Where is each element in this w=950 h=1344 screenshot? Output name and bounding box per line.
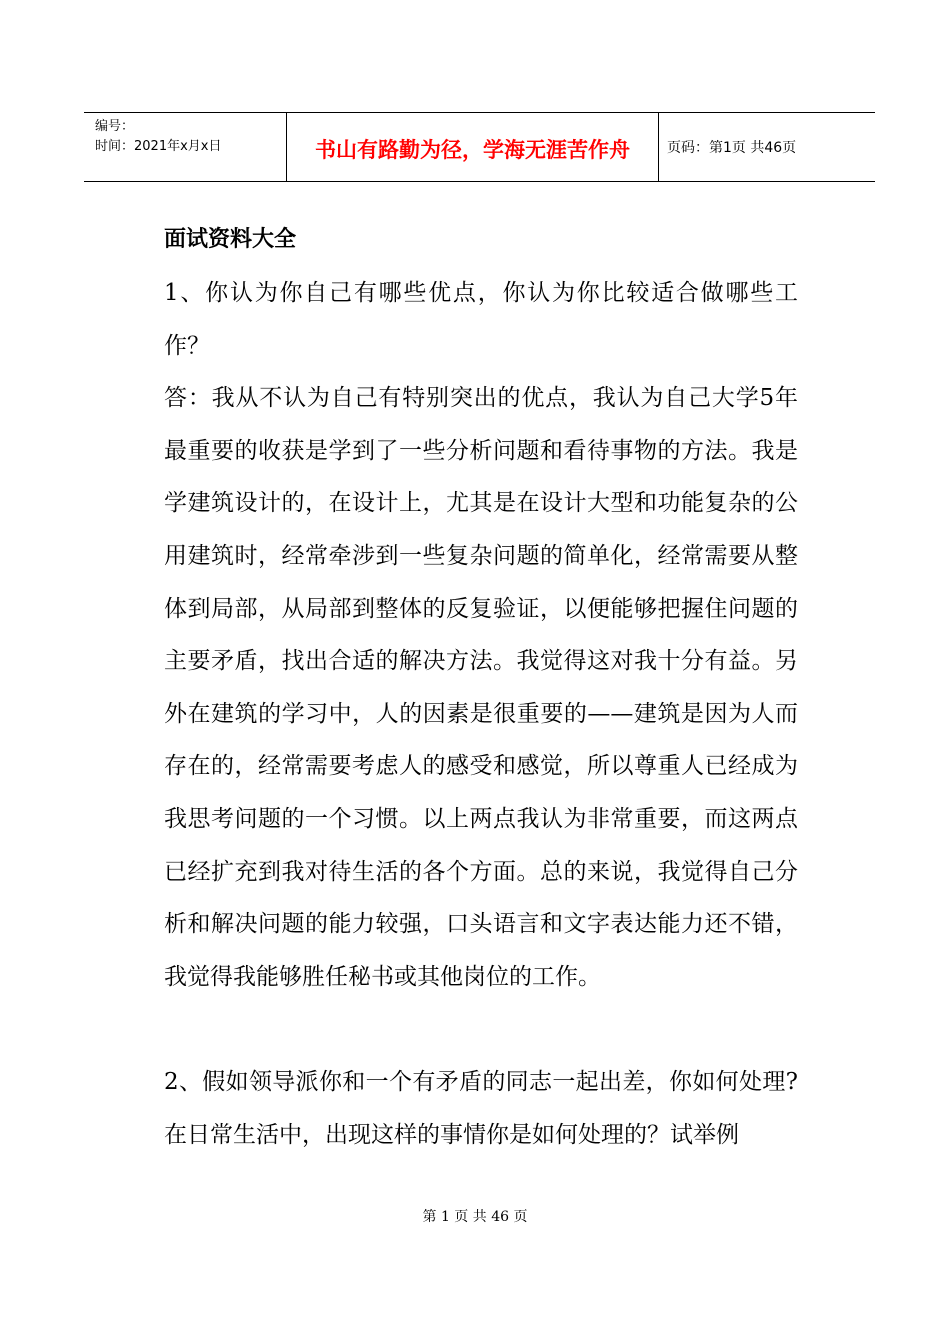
time-label: 时间：2021年x月x日 xyxy=(95,139,222,154)
number-label: 编号： xyxy=(95,119,135,134)
motto-text: 书山有路勤为径，学海无涯苦作舟 xyxy=(315,138,630,162)
header-motto-cell xyxy=(286,113,659,181)
page-info: 页码：第1页 共46页 xyxy=(667,140,797,156)
page-footer: 第 1 页 共 46 页 xyxy=(422,1209,528,1225)
paragraph-spacer xyxy=(164,1003,798,1056)
question-2: 2、假如领导派你和一个有矛盾的同志一起出差，你如何处理?在日常生活中，出现这样的事情你是如何处理的？试举例 xyxy=(164,1068,798,1148)
document-title: 面试资料大全 xyxy=(164,227,297,252)
document-body xyxy=(164,267,798,1161)
answer-1: 答：我从不认为自己有特别突出的优点，我认为自己大学5年最重要的收获是学到了一些分析问题和看待事物的方法。我是学建筑设计的，在设计上，尤其是在设计大型和功能复杂的公用建筑时，经常牵涉到一些复杂问题的简单化，经常需要从整体到局部，从局部到整体的反复验证，以便能够把握住问题的主要矛盾，找出合适的解决方法。我觉得这对我十分有益。另外在建筑的学习中，人的因素是很重要的——建筑是因为人而存在的，经常需要考虑人的感受和感觉，所以尊重人已经成为我思考问题的一个习惯。以上两点我认为非常重要，而这两点已经扩充到我对待生活的各个方面。总的来说，我觉得自己分析和解决问题的能力较强，口头语言和文字表达能力还不错，我觉得我能够胜任秘书或其他岗位的工作。 xyxy=(164,385,798,990)
header-page-cell xyxy=(659,113,875,181)
header-meta-cell xyxy=(84,113,286,181)
question-1: 1、你认为你自己有哪些优点，你认为你比较适合做哪些工作？ xyxy=(164,280,798,359)
header-table xyxy=(84,112,875,182)
